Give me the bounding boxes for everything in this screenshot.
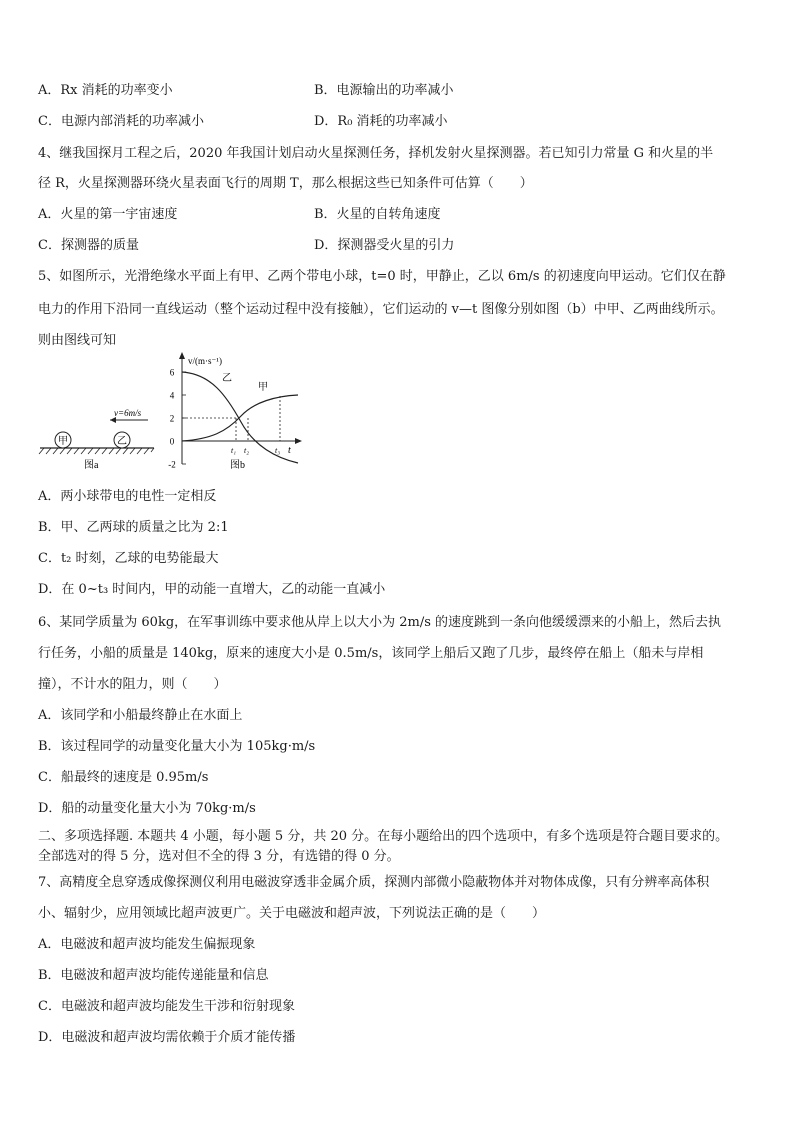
x-tick-t3: t₃	[275, 446, 281, 455]
q7-stem-line2: 小、辐射少，应用领域比超声波更广。关于电磁波和超声波，下列说法正确的是（ ）	[38, 906, 546, 921]
q5-stem-line3: 则由图线可知	[38, 333, 117, 348]
q6-option-d: D．船的动量变化量大小为 70kg·m/s	[38, 801, 256, 816]
q6-stem-line1: 6、某同学质量为 60kg，在军事训练中要求他从岸上以大小为 2m/s 的速度跳到一条向他缓缓漂来的小船上，然后去执	[38, 615, 722, 630]
y-tick-label: -2	[168, 459, 176, 470]
q4-option-c: C．探测器的质量	[38, 238, 139, 253]
y-tick-label: 2	[169, 413, 175, 424]
q5-option-c: C．t₂ 时刻，乙球的电势能最大	[38, 551, 219, 566]
fig-b-caption: 图b	[230, 460, 245, 471]
q7-option-c: C．电磁波和超声波均能发生干涉和衍射现象	[38, 999, 295, 1014]
q4-option-a: A．火星的第一宇宙速度	[38, 207, 178, 222]
q4-option-d: D．探测器受火星的引力	[314, 238, 455, 253]
x-tick-t1: t₁	[231, 446, 237, 455]
q4-option-b: B．火星的自转角速度	[314, 207, 441, 222]
q3-option-a: A．Rx 消耗的功率变小	[38, 83, 173, 98]
q5-option-a: A．两小球带电的电性一定相反	[38, 489, 217, 504]
section2-line2: 全部选对的得 5 分，选对但不全的得 3 分，有选错的得 0 分。	[38, 849, 400, 864]
curve-jia-label: 甲	[258, 382, 268, 393]
q5-option-d: D．在 0~t₃ 时间内，甲的动能一直增大，乙的动能一直减小	[38, 582, 386, 597]
q3-option-c: C．电源内部消耗的功率减小	[38, 114, 204, 129]
y-axis-label: v/(m·s⁻¹)	[188, 356, 222, 366]
q5-stem-line1: 5、如图所示，光滑绝缘水平面上有甲、乙两个带电小球，t=0 时，甲静止，乙以 6m/s 的初速度向甲运动。它们仅在静	[38, 269, 726, 284]
q7-option-d: D．电磁波和超声波均需依赖于介质才能传播	[38, 1030, 296, 1045]
fig-a-caption: 图a	[84, 460, 99, 471]
q5-stem-line2: 电力的作用下沿同一直线运动（整个运动过程中没有接触），它们运动的 v—t 图像分别如图（b）中甲、乙两曲线所示。	[38, 302, 724, 317]
y-tick-label: 4	[169, 390, 175, 401]
section2-line1: 二、多项选择题. 本题共 4 小题，每小题 5 分，共 20 分。在每小题给出的四个选项中，有多个选项是符合题目要求的。	[38, 829, 729, 844]
q4-stem-line2: 径 R，火星探测器环绕火星表面飞行的周期 T，那么根据这些已知条件可估算（ ）	[38, 176, 533, 191]
x-axis-label: t	[288, 445, 291, 456]
q7-stem-line1: 7、高精度全息穿透成像探测仪利用电磁波穿透非金属介质，探测内部微小隐蔽物体并对物体成像，只有分辨率高体积	[38, 875, 710, 890]
q7-option-a: A．电磁波和超声波均能发生偏振现象	[38, 937, 256, 952]
q6-option-c: C．船最终的速度是 0.95m/s	[38, 770, 209, 785]
figure-a	[39, 408, 154, 471]
q6-stem-line2: 行任务，小船的质量是 140kg，原来的速度大小是 0.5m/s，该同学上船后又跑了几步，最终停在船上（船未与岸相	[38, 646, 704, 661]
q3-option-b: B．电源输出的功率减小	[314, 83, 454, 98]
q7-option-b: B．电磁波和超声波均能传递能量和信息	[38, 968, 269, 983]
x-tick-t2: t₂	[244, 446, 250, 455]
q5-figure	[36, 350, 316, 478]
curve-yi-label: 乙	[222, 373, 232, 384]
q6-stem-line3: 撞），不计水的阻力，则（ ）	[38, 677, 227, 692]
ball-yi-label: 乙	[117, 436, 127, 447]
q3-option-d: D．R₀ 消耗的功率减小	[314, 114, 448, 129]
y-tick-label: 6	[169, 367, 175, 378]
q5-option-b: B．甲、乙两球的质量之比为 2:1	[38, 520, 229, 535]
y-ticks	[168, 368, 186, 470]
figure-b	[168, 352, 302, 471]
q4-stem-line1: 4、继我国探月工程之后，2020 年我国计划启动火星探测任务，择机发射火星探测器。若已知引力常量 G 和火星的半	[38, 146, 714, 161]
ball-jia-label: 甲	[58, 436, 68, 447]
q6-option-a: A．该同学和小船最终静止在水面上	[38, 708, 243, 723]
y-tick-label: 0	[169, 436, 175, 447]
q6-option-b: B．该过程同学的动量变化量大小为 105kg·m/s	[38, 739, 316, 754]
velocity-label: v=6m/s	[114, 408, 142, 418]
